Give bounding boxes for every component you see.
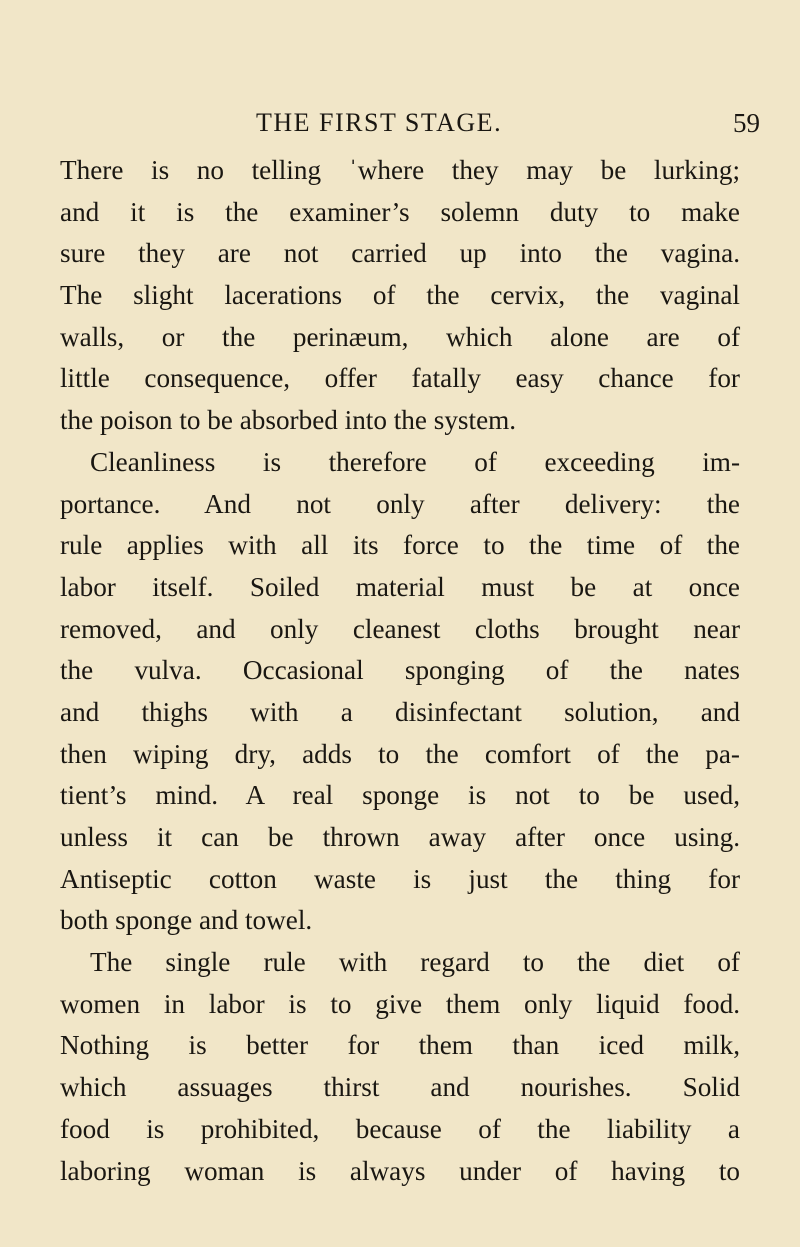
text-line: labor itself. Soiled material must be at once (60, 571, 740, 602)
text-line: There is no telling ˈwhere they may be lurking; (60, 155, 740, 185)
text-line: food is prohibited, because of the liability a (60, 1113, 740, 1144)
text-line: portance. And not only after delivery: the (60, 488, 740, 519)
text-line: tient’s mind. A real sponge is not to be used, (60, 780, 740, 811)
text-line: women in labor is to give them only liquid food. (60, 988, 740, 1019)
text-line: which assuages thirst and nourishes. Solid (60, 1072, 740, 1103)
body-text (60, 150, 740, 1192)
text-line: Antiseptic cotton waste is just the thing for (60, 863, 740, 894)
text-line: sure they are not carried up into the vagina. (60, 238, 740, 269)
page-number: 59 (733, 108, 760, 138)
text-line: unless it can be thrown away after once using. (60, 822, 740, 852)
text-line: Cleanliness is therefore of exceeding im- (90, 446, 740, 477)
text-line: the poison to be absorbed into the system. (60, 405, 517, 436)
page-header (140, 108, 760, 148)
text-line: the vulva. Occasional sponging of the nates (60, 655, 740, 686)
text-line: little consequence, offer fatally easy chance for (60, 363, 740, 394)
text-line: and thighs with a disinfectant solution, and (60, 696, 740, 727)
text-line: The single rule with regard to the diet of (90, 947, 740, 978)
text-line: rule applies with all its force to the time of the (60, 530, 740, 561)
text-line: and it is the examiner’s solemn duty to make (60, 196, 740, 227)
running-head: THE FIRST STAGE. (256, 108, 503, 137)
text-line: walls, or the perinæum, which alone are of (60, 321, 740, 352)
text-line: then wiping dry, adds to the comfort of the pa- (60, 738, 740, 769)
text-line: The slight lacerations of the cervix, the vaginal (60, 280, 740, 311)
text-line: laboring woman is always under of having to (60, 1155, 740, 1186)
text-line: Nothing is better for them than iced milk, (60, 1030, 740, 1061)
text-line: removed, and only cleanest cloths brought near (60, 613, 740, 644)
text-line: both sponge and towel. (60, 905, 313, 936)
